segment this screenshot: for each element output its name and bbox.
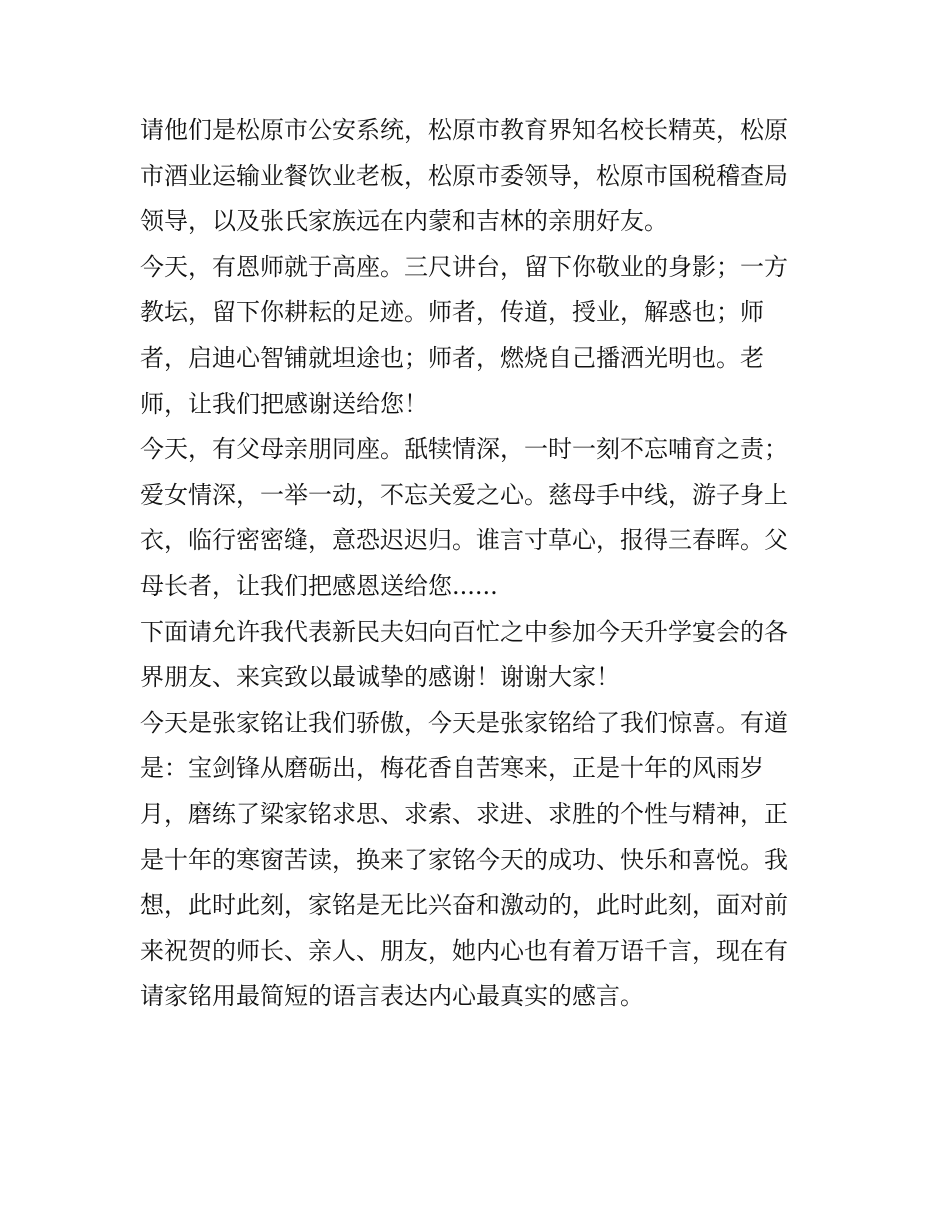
- text-line: 师，让我们把感谢送给您！: [140, 389, 428, 418]
- text-line: 想，此时此刻，家铭是无比兴奋和激动的，此时此刻，面对前: [140, 891, 788, 920]
- paragraph-parents: [140, 427, 816, 609]
- document-body: [140, 108, 816, 1020]
- text-line: 领导，以及张氏家族远在内蒙和吉林的亲朋好友。: [140, 207, 668, 236]
- text-line: 界朋友、来宾致以最诚挚的感谢！谢谢大家！: [140, 663, 620, 692]
- text-line: 请他们是松原市公安系统，松原市教育界知名校长精英，松原: [140, 116, 788, 144]
- paragraph-thanks: [140, 610, 816, 701]
- text-line: 爱女情深，一举一动，不忘关爱之心。慈母手中线，游子身上: [140, 480, 788, 509]
- text-line: 来祝贺的师长、亲人、朋友，她内心也有着万语千言，现在有: [140, 936, 788, 965]
- text-line: 今天，有父母亲朋同座。舐犊情深，一时一刻不忘哺育之责；: [140, 435, 788, 464]
- paragraph-guests: [140, 108, 816, 245]
- text-line: 市酒业运输业餐饮业老板，松原市委领导，松原市国税稽查局: [140, 161, 788, 190]
- text-line: 请家铭用最简短的语言表达内心最真实的感言。: [140, 982, 644, 1011]
- text-line: 是十年的寒窗苦读，换来了家铭今天的成功、快乐和喜悦。我: [140, 845, 788, 874]
- text-line: 今天是张家铭让我们骄傲，今天是张家铭给了我们惊喜。有道: [140, 708, 788, 737]
- text-line: 下面请允许我代表新民夫妇向百忙之中参加今天升学宴会的各: [140, 617, 788, 646]
- paragraph-student: [140, 701, 816, 1020]
- text-line: 母长者，让我们把感恩送给您......: [140, 571, 498, 600]
- text-line: 是：宝剑锋从磨砺出，梅花香自苦寒来，正是十年的风雨岁: [140, 754, 764, 783]
- text-line: 月，磨练了梁家铭求思、求索、求进、求胜的个性与精神，正: [140, 799, 788, 828]
- text-line: 衣，临行密密缝，意恐迟迟归。谁言寸草心，报得三春晖。父: [140, 526, 788, 555]
- paragraph-teachers: [140, 245, 816, 427]
- text-line: 者，启迪心智铺就坦途也；师者，燃烧自己播洒光明也。老: [140, 343, 764, 372]
- text-line: 今天，有恩师就于高座。三尺讲台，留下你敬业的身影；一方: [140, 252, 788, 281]
- text-line: 教坛，留下你耕耘的足迹。师者，传道，授业，解惑也；师: [140, 298, 764, 327]
